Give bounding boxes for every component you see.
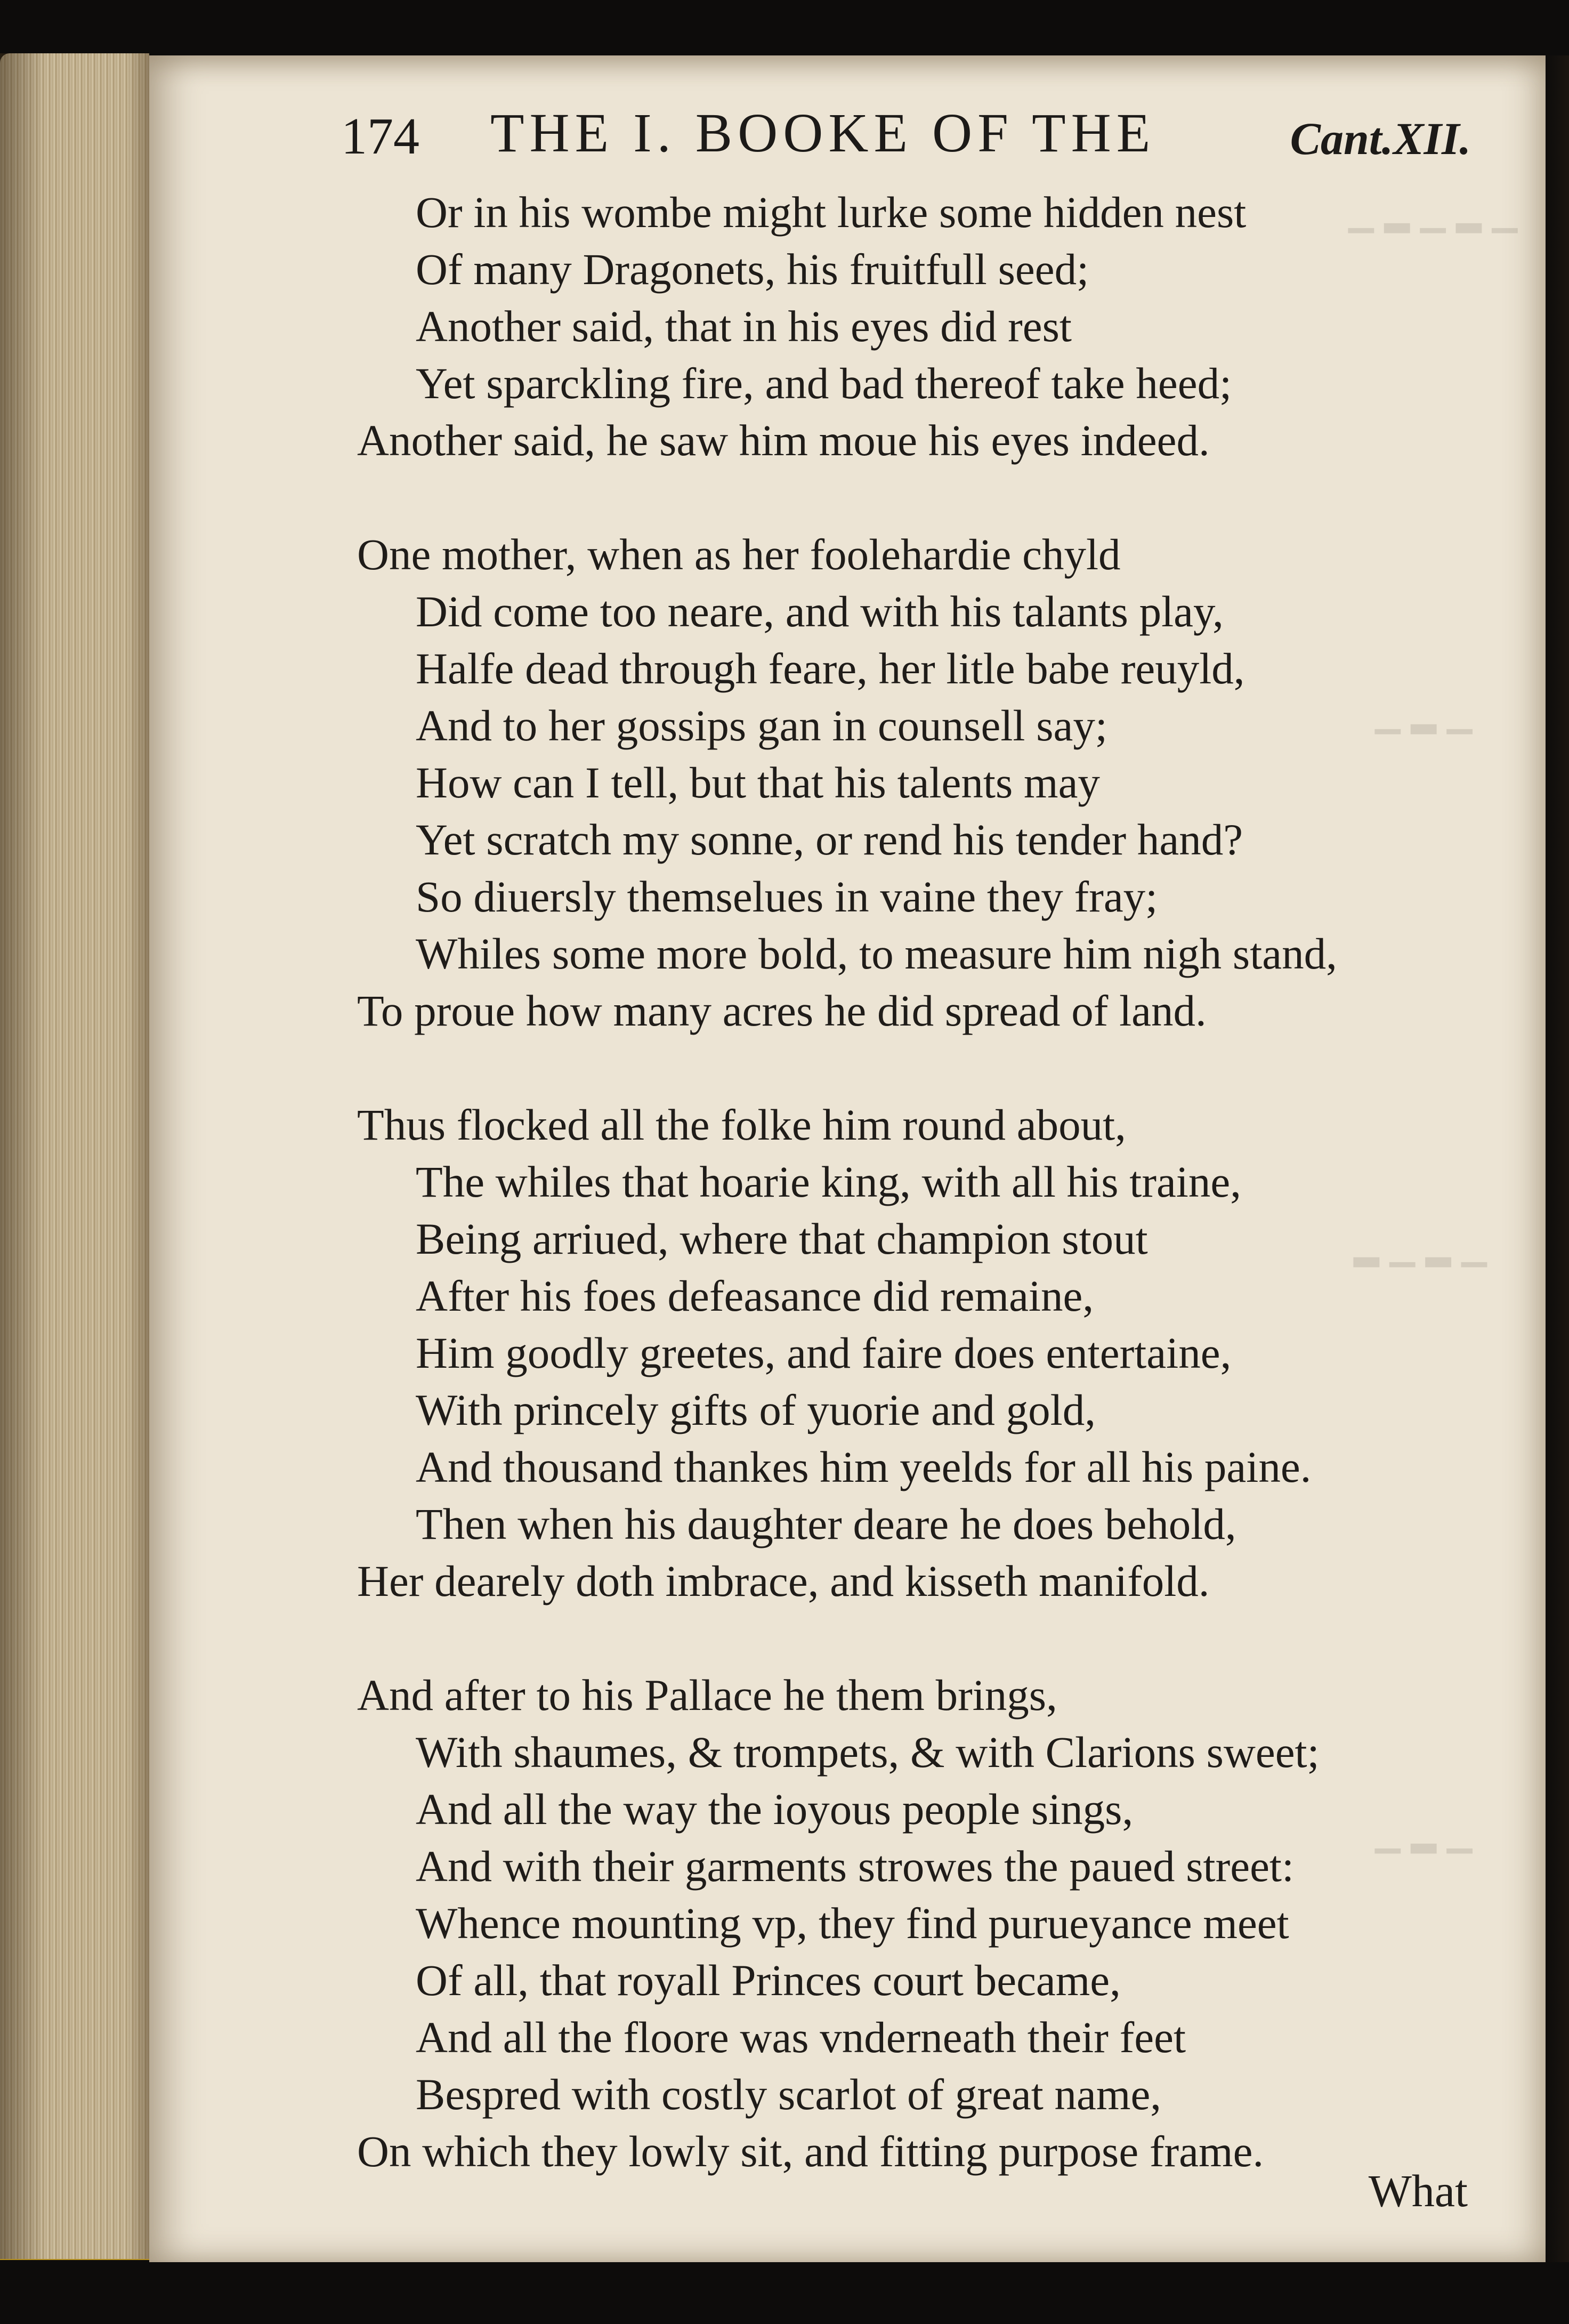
verse-line: And to her gossips gan in counsell say; [416,701,1107,750]
verse-line: The whiles that hoarie king, with all his traine, [416,1157,1241,1206]
verse-line: Yet scratch my sonne, or rend his tender hand? [416,815,1243,864]
verse-line: Another said, that in his eyes did rest [416,302,1072,351]
verse-line: Whence mounting vp, they find purueyance meet [416,1899,1289,1948]
verse-line: One mother, when as her foolehardie chyld [357,530,1121,579]
page-header [341,101,1471,176]
verse-line: And all the floore was vnderneath their feet [416,2013,1186,2062]
show-through-texture: ▁ ▂ ▁ ▂ [1354,1228,1487,1267]
scan-background [0,2260,1569,2324]
verse-line: Of many Dragonets, his fruitfull seed; [416,245,1089,294]
show-through-texture: ▁ ▂ ▁ [1375,1814,1473,1853]
verse-line: And after to his Pallace he them brings, [357,1671,1057,1720]
catchword: What [1368,2165,1468,2216]
verse-line: Of all, that royall Princes court became, [416,1956,1121,2005]
verse-line: Being arriued, where that champion stout [416,1214,1148,1263]
running-head: THE I. BOOKE OF THE [490,102,1156,164]
page-block-edges [0,53,149,2276]
stanza [357,1096,1503,1610]
stanza [357,1667,1503,2180]
verse-line: Him goodly greetes, and faire does entertaine, [416,1328,1232,1377]
verse-line: Whiles some more bold, to measure him nigh stand, [416,929,1337,978]
canto-label: Cant.XII. [1290,113,1471,164]
verse-line: Then when his daughter deare he does behold, [416,1499,1236,1548]
verse-line: With shaumes, & trompets, & with Clarions sweet; [416,1728,1320,1777]
verse-line: How can I tell, but that his talents may [416,758,1100,807]
verse-line: Another said, he saw him moue his eyes indeed. [357,416,1210,465]
verse-line: To proue how many acres he did spread of land. [357,986,1207,1035]
verse-line: And with their garments strowes the paued street: [416,1842,1295,1891]
verse-line: And thousand thankes him yeelds for all his paine. [416,1442,1312,1491]
stanza [357,526,1503,1039]
page-gutter-shadow [1546,55,1569,2262]
verse-line: Did come too neare, and with his talants play, [416,587,1224,636]
verse-line: Bespred with costly scarlot of great name, [416,2070,1162,2119]
verse-line: Yet sparckling fire, and bad thereof take heed; [416,359,1232,408]
verse-line: Her dearely doth imbrace, and kisseth manifold. [357,1556,1210,1605]
verse-line: On which they lowly sit, and fitting purpose frame. [357,2127,1264,2176]
page-number: 174 [341,108,419,165]
verse-line: So diuersly themselues in vaine they fray; [416,872,1158,921]
show-through-texture: ▁ ▂ ▁ ▂ ▁ [1348,194,1518,233]
stanza [357,184,1503,469]
verse-line: After his foes defeasance did remaine, [416,1271,1094,1320]
verse-line: Halfe dead through feare, her litle babe reuyld, [416,644,1245,693]
verse-line: With princely gifts of yuorie and gold, [416,1385,1096,1434]
verse-line: Or in his wombe might lurke some hidden nest [416,188,1247,237]
poem-text [357,184,1503,2180]
verse-line: Thus flocked all the folke him round about, [357,1100,1126,1149]
verse-line: And all the way the ioyous people sings, [416,1785,1134,1834]
show-through-texture: ▁ ▂ ▁ [1375,695,1473,734]
